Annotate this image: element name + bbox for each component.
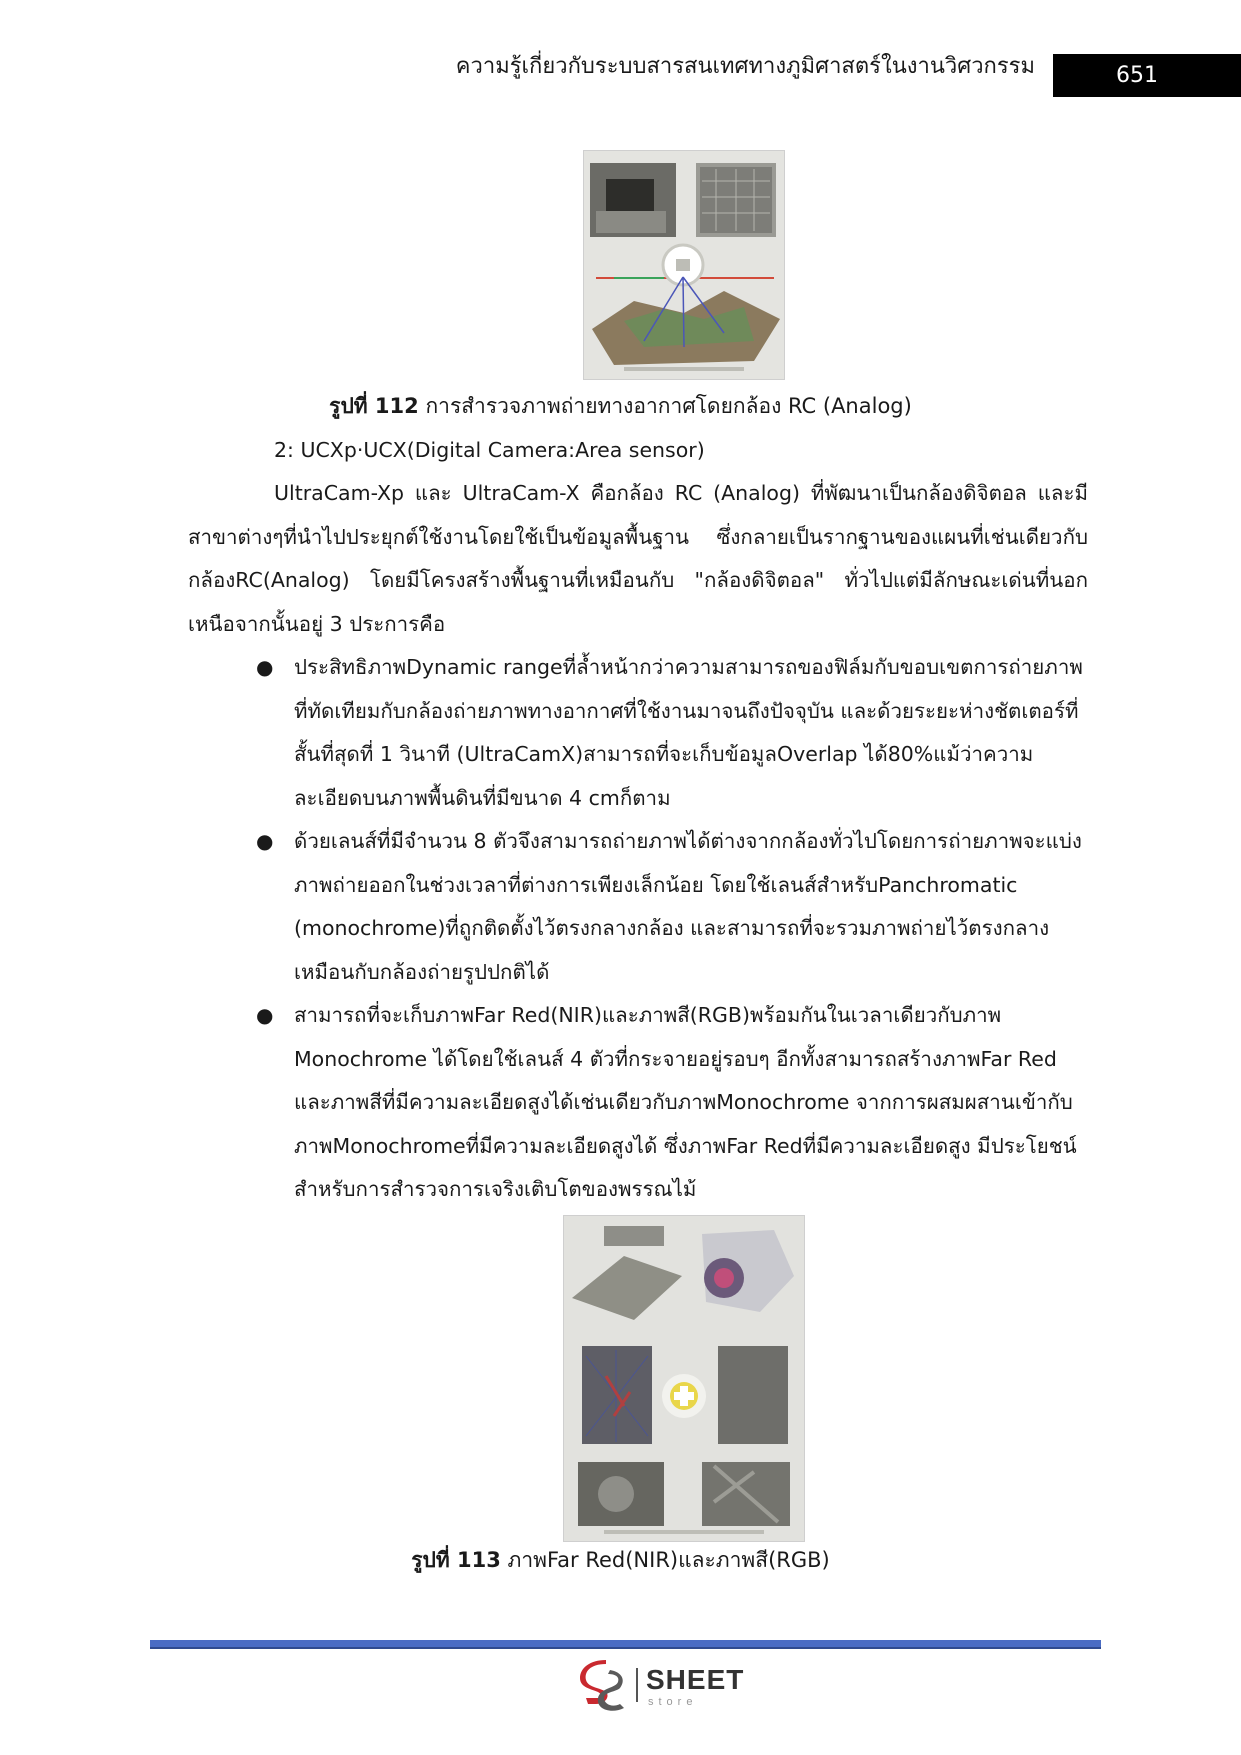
list-item-text: ด้วยเลนส์ที่มีจำนวน 8 ตัวจึงสามารถถ่ายภาพได้ต่างจากกล้องทั่วไปโดยการถ่ายภาพจะแบ่งภาพถ่ายออกในช่วงเวลาที่ต่างการเพียงเล็กน้อย โดยใช้เลนส์สำหรับPanchromatic (monochrome)ที่ถูกติดตั้งไว้ตรงกลางกล้อง และสามารถที่จะรวมภาพถ่ายไว้ตรงกลางเหมือนกับกล้องถ่ายรูปปกติได้	[294, 829, 1082, 984]
figure-112-image	[583, 150, 785, 380]
figure-113-caption-text: ภาพFar Red(NIR)และภาพสี(RGB)	[500, 1548, 830, 1572]
bullet-icon: ●	[256, 1003, 274, 1027]
intro-paragraph	[188, 472, 1088, 646]
list-item	[252, 994, 1094, 1212]
bullet-icon: ●	[256, 829, 274, 853]
feature-list	[252, 646, 1094, 1212]
running-header-title: ความรู้เกี่ยวกับระบบสารสนเทศทางภูมิศาสตร์ในงานวิศวกรรม	[455, 54, 1035, 79]
figure-113-caption	[0, 1544, 1241, 1576]
intro-paragraph-text: UltraCam-Xp และ UltraCam-X คือกล้อง RC (Analog) ที่พัฒนาเป็นกล้องดิจิตอล และมีสาขาต่างๆที่นำไปประยุกต์ใช้งานโดยใช้เป็นข้อมูลพื้นฐาน ซึ่งกลายเป็นรากฐานของแผนที่เช่นเดียวกับกล้องRC(Analog) โดยมีโครงสร้างพื้นฐานที่เหมือนกับ "กล้องดิจิตอล" ทั่วไปแต่มีลักษณะเด่นที่นอกเหนือจากนั้นอยู่ 3 ประการคือ	[188, 481, 1088, 636]
sheet-store-logo	[576, 1658, 746, 1714]
figure-112-label: รูปที่ 112	[329, 394, 419, 418]
footer-rule	[150, 1640, 1101, 1649]
logo-text: SHEET	[646, 1664, 745, 1695]
section-heading: 2: UCXp·UCX(Digital Camera:Area sensor)	[274, 438, 705, 462]
figure-113-label: รูปที่ 113	[411, 1548, 501, 1572]
list-item-text: ประสิทธิภาพDynamic rangeที่ล้ำหน้ากว่าความสามารถของฟิล์มกับขอบเขตการถ่ายภาพที่ทัดเทียมกับกล้องถ่ายภาพทางอากาศที่ใช้งานมาจนถึงปัจจุบัน และด้วยระยะห่างชัตเตอร์ที่สั้นที่สุดที่ 1 วินาที (UltraCamX)สามารถที่จะเก็บข้อมูลOverlap ได้80%แม้ว่าความละเอียดบนภาพพื้นดินที่มีขนาด 4 cmก็ตาม	[294, 655, 1083, 810]
nir-rgb-illustration	[564, 1216, 804, 1541]
bullet-icon: ●	[256, 655, 274, 679]
list-item	[252, 820, 1094, 994]
logo-subtext: store	[648, 1696, 698, 1708]
aerial-survey-illustration	[584, 151, 784, 379]
figure-112-caption-text: การสำรวจภาพถ่ายทางอากาศโดยกล้อง RC (Analog)	[418, 394, 912, 418]
list-item-text: สามารถที่จะเก็บภาพFar Red(NIR)และภาพสี(RGB)พร้อมกันในเวลาเดียวกับภาพ Monochrome ได้โดยใช้เลนส์ 4 ตัวที่กระจายอยู่รอบๆ อีกทั้งสามารถสร้างภาพFar Red และภาพสีที่มีความละเอียดสูงได้เช่นเดียวกับภาพMonochrome จากการผสมผสานเข้ากับภาพMonochromeที่มีความละเอียดสูงได้ ซึ่งภาพFar Redที่มีความละเอียดสูง มีประโยชน์สำหรับการสำรวจการเจริงเติบโตของพรรณไม้	[294, 1003, 1077, 1201]
figure-112-caption	[0, 390, 1241, 422]
list-item	[252, 646, 1094, 820]
page-number: 651	[1053, 54, 1241, 97]
figure-113-image	[563, 1215, 805, 1542]
